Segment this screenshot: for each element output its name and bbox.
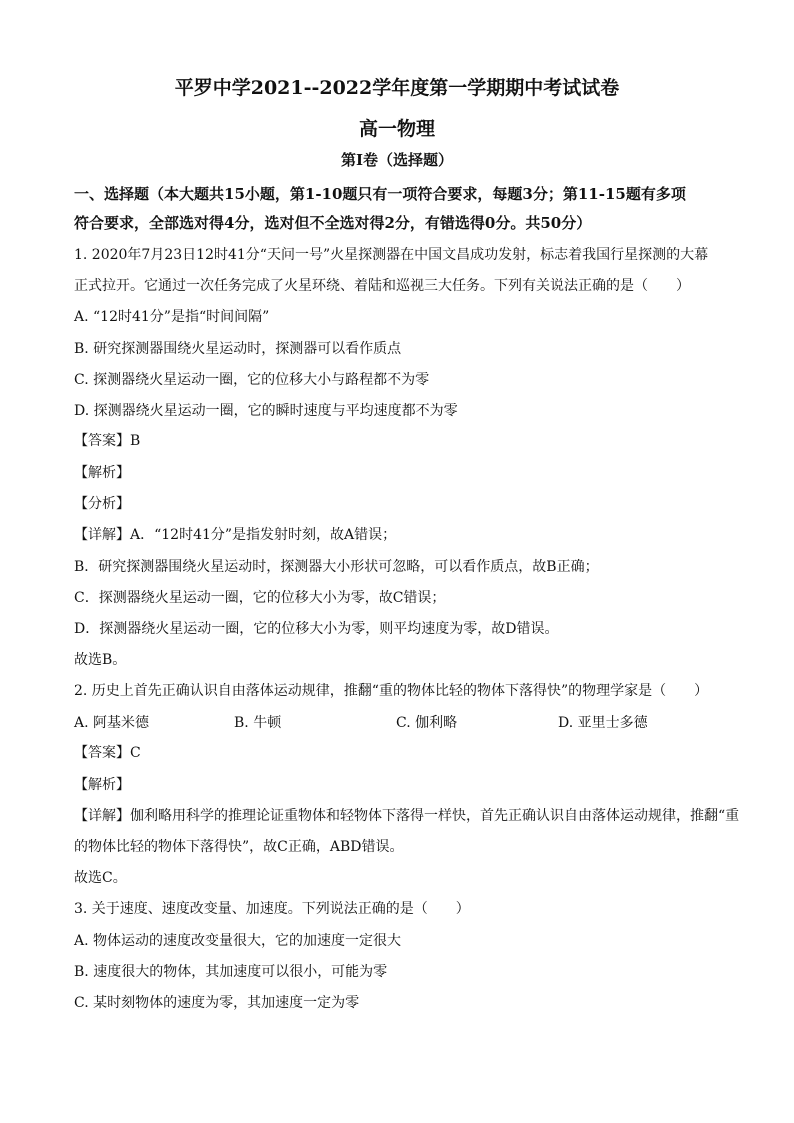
q1-option-d: D. 探测器绕火星运动一圈，它的瞬时速度与平均速度都不为零 xyxy=(74,403,458,419)
q1-option-c: C. 探测器绕火星运动一圈，它的位移大小与路程都不为零 xyxy=(74,372,430,388)
q3-option-b: B. 速度很大的物体，其加速度可以很小，可能为零 xyxy=(74,964,388,980)
q2-analysis-label: 【解析】 xyxy=(74,777,130,793)
q1-stem-line1: 1. 2020年7月23日12时41分“天问一号”火星探测器在中国文昌成功发射，标志着我国行星探测的大幕 xyxy=(74,247,709,263)
q1-option-b: B. 研究探测器围绕火星运动时，探测器可以看作质点 xyxy=(74,341,402,357)
q2-answer: 【答案】C xyxy=(74,745,141,761)
q1-detail-b: B．研究探测器围绕火星运动时，探测器大小形状可忽略，可以看作质点，故B正确； xyxy=(74,559,599,575)
q2-option-d: D. 亚里士多德 xyxy=(558,715,648,731)
q2-option-b: B. 牛顿 xyxy=(234,715,282,731)
exam-title: 平罗中学2021--2022学年度第一学期期中考试试卷 xyxy=(174,77,620,99)
q1-detail-d: D．探测器绕火星运动一圈，它的位移大小为零，则平均速度为零，故D错误。 xyxy=(74,621,559,637)
q3-stem: 3. 关于速度、速度改变量、加速度。下列说法正确的是（ ） xyxy=(74,901,470,917)
q2-option-c: C. 伽利略 xyxy=(396,715,458,731)
q3-option-a: A. 物体运动的速度改变量很大，它的加速度一定很大 xyxy=(74,933,402,949)
q1-detail-a: 【详解】A．“12时41分”是指发射时刻，故A错误； xyxy=(74,527,397,543)
q2-detail-line1: 【详解】伽利略用科学的推理论证重物体和轻物体下落得一样快，首先正确认识自由落体运动规律，推翻“重 xyxy=(74,808,740,824)
q2-conclusion: 故选C。 xyxy=(74,870,127,886)
q2-stem: 2. 历史上首先正确认识自由落体运动规律，推翻“重的物体比轻的物体下落得快”的物理学家是（ ） xyxy=(74,683,709,699)
q1-analysis-label: 【解析】 xyxy=(74,465,130,481)
q2-detail-line2: 的物体比轻的物体下落得快”，故C正确，ABD错误。 xyxy=(74,839,404,855)
q2-options xyxy=(74,712,734,730)
q1-fenxi-label: 【分析】 xyxy=(74,496,130,512)
q1-answer: 【答案】B xyxy=(74,433,141,449)
q2-option-a: A. 阿基米德 xyxy=(74,715,150,731)
q1-detail-c: C．探测器绕火星运动一圈，它的位移大小为零，故C错误； xyxy=(74,590,446,606)
section-instructions-line1: 一、选择题（本大题共15小题，第1-10题只有一项符合要求，每题3分；第11-15题有多项 xyxy=(74,185,686,203)
q1-option-a: A. “12时41分”是指“时间间隔” xyxy=(74,309,270,325)
subject-title: 高一物理 xyxy=(358,118,435,140)
q1-conclusion: 故选B。 xyxy=(74,652,127,668)
q1-stem-line2: 正式拉开。它通过一次任务完成了火星环绕、着陆和巡视三大任务。下列有关说法正确的是（ ） xyxy=(74,278,690,294)
section-instructions-line2: 符合要求，全部选对得4分，选对但不全选对得2分，有错选得0分。共50分） xyxy=(74,214,592,232)
volume-title: 第I卷（选择题） xyxy=(340,151,454,169)
q3-option-c: C. 某时刻物体的速度为零，其加速度一定为零 xyxy=(74,995,360,1011)
